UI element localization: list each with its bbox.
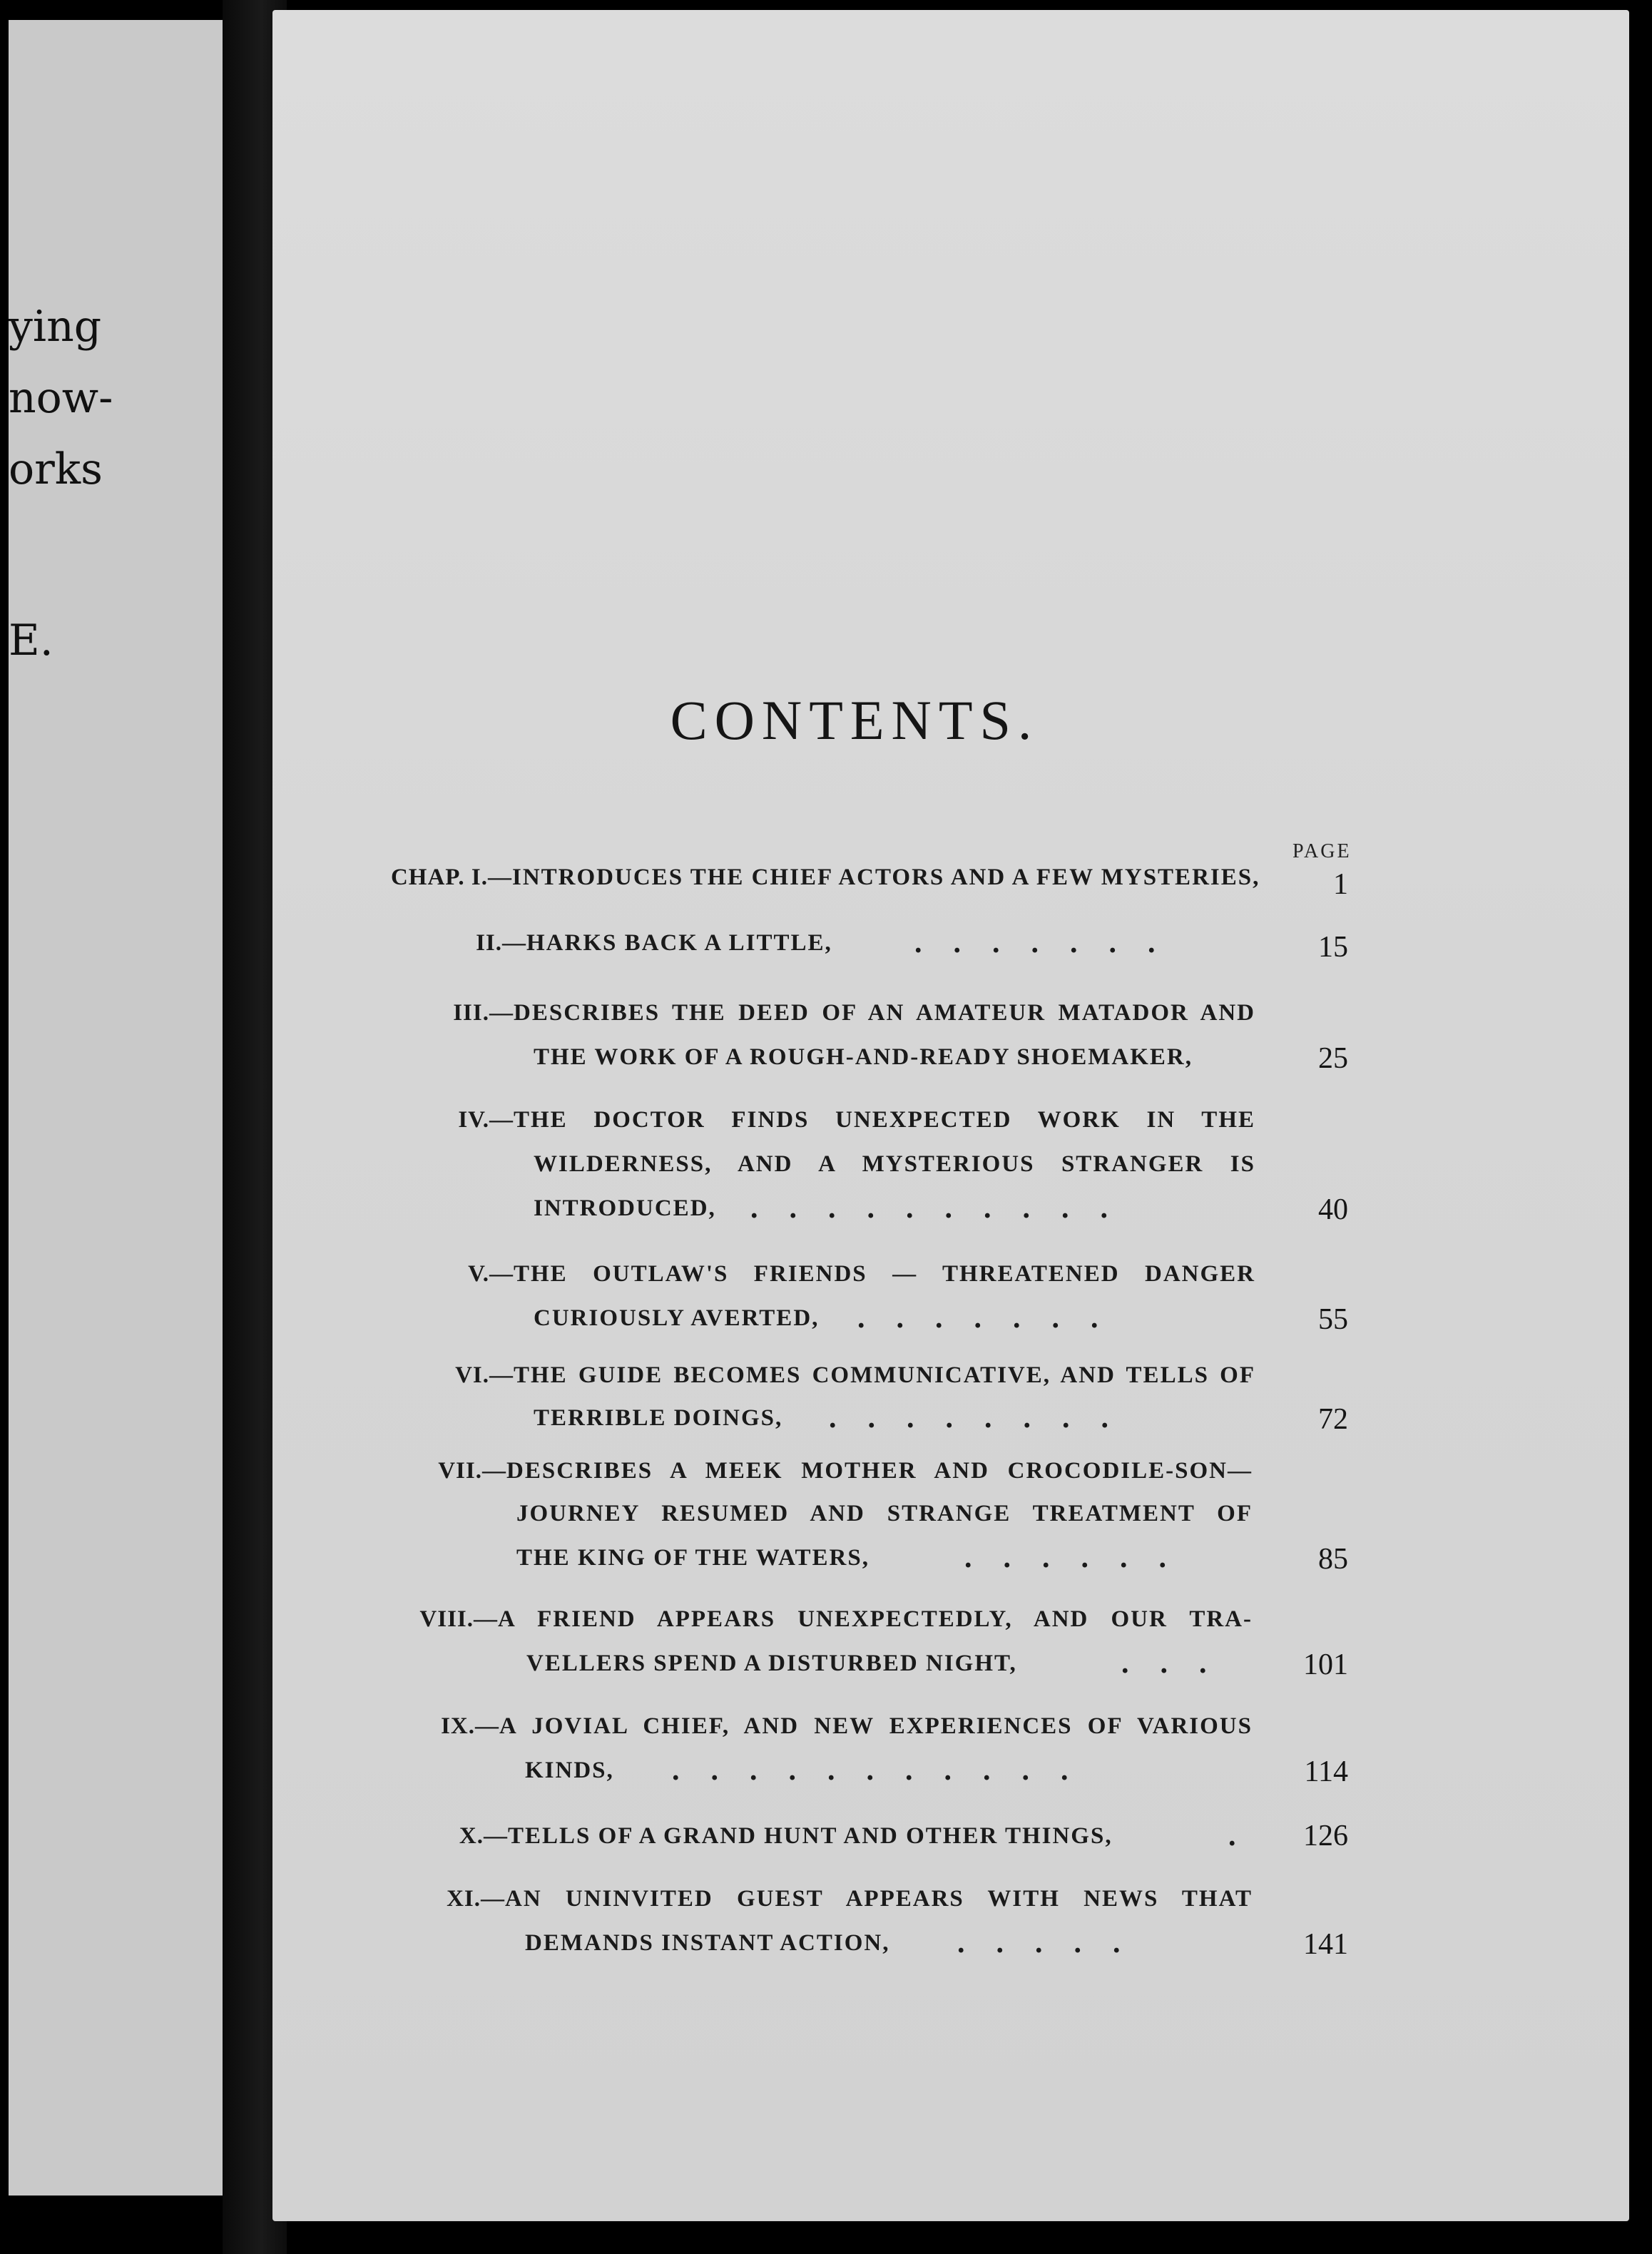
page-number: 25 bbox=[1318, 1042, 1348, 1075]
leader-dots: . . . . . . . bbox=[914, 927, 1157, 959]
chapter-title-line: THE KING OF THE WATERS, bbox=[516, 1545, 870, 1571]
page-number: 55 bbox=[1318, 1303, 1348, 1336]
chapter-number: X.— bbox=[459, 1823, 508, 1849]
page-number: 114 bbox=[1304, 1755, 1348, 1788]
page-column-label: PAGE bbox=[1292, 840, 1352, 862]
page-number: 1 bbox=[1333, 868, 1348, 901]
chapter-title-line: TELLS OF A GRAND HUNT AND OTHER THINGS, bbox=[508, 1823, 1113, 1849]
leader-dots: . . . . . bbox=[957, 1927, 1122, 1959]
chapter-number: VI.— bbox=[455, 1362, 514, 1388]
chapter-title-line: VELLERS SPEND A DISTURBED NIGHT, bbox=[526, 1651, 1017, 1676]
leader-dots: . . . . . . . . . . . bbox=[672, 1754, 1070, 1787]
page-number: 141 bbox=[1303, 1928, 1348, 1961]
page-number: 15 bbox=[1318, 931, 1348, 964]
chapter-number: VII.— bbox=[438, 1458, 506, 1484]
chapter-title-line: A JOVIAL CHIEF, AND NEW EXPERIENCES OF VARIOUS bbox=[499, 1713, 1253, 1739]
facing-page-line: now- bbox=[9, 373, 113, 423]
chapter-number: III.— bbox=[453, 1000, 514, 1026]
chapter-title-line: THE GUIDE BECOMES COMMUNICATIVE, AND TELLS OF bbox=[514, 1362, 1255, 1388]
leader-dots: . . . . . . bbox=[964, 1541, 1168, 1574]
contents-heading: CONTENTS. bbox=[670, 689, 1039, 751]
page-number: 40 bbox=[1318, 1193, 1348, 1226]
facing-page-line: orks bbox=[9, 444, 103, 494]
page-number: 85 bbox=[1318, 1543, 1348, 1576]
facing-page-fragment bbox=[9, 20, 223, 2196]
chapter-number: IV.— bbox=[458, 1107, 514, 1133]
chapter-title-line: DESCRIBES A MEEK MOTHER AND CROCODILE-SON— bbox=[506, 1458, 1253, 1484]
chapter-number: VIII.— bbox=[419, 1606, 498, 1632]
leader-dots: . bbox=[1228, 1820, 1238, 1852]
chapter-title-line: DEMANDS INSTANT ACTION, bbox=[525, 1930, 890, 1956]
page-number: 101 bbox=[1303, 1648, 1348, 1681]
chapter-title-line: TERRIBLE DOINGS, bbox=[534, 1405, 783, 1431]
chapter-title-line: THE OUTLAW'S FRIENDS — THREATENED DANGER bbox=[514, 1261, 1255, 1287]
chapter-title-line: THE DOCTOR FINDS UNEXPECTED WORK IN THE bbox=[514, 1107, 1255, 1133]
chapter-title-line: CURIOUSLY AVERTED, bbox=[534, 1305, 820, 1331]
chapter-number: V.— bbox=[468, 1261, 514, 1287]
page-number: 126 bbox=[1303, 1820, 1348, 1852]
chapter-number: IX.— bbox=[441, 1713, 499, 1739]
chapter-number: XI.— bbox=[447, 1886, 505, 1912]
chapter-number: II.— bbox=[476, 930, 526, 956]
facing-page-line: ying bbox=[9, 302, 102, 352]
chapter-number: CHAP. I.— bbox=[390, 865, 512, 890]
page-number: 72 bbox=[1318, 1403, 1348, 1436]
chapter-title-line: WILDERNESS, AND A MYSTERIOUS STRANGER IS bbox=[534, 1151, 1255, 1177]
leader-dots: . . . bbox=[1121, 1647, 1208, 1680]
facing-page-line: E. bbox=[9, 616, 53, 666]
chapter-title-line: DESCRIBES THE DEED OF AN AMATEUR MATADOR AND bbox=[514, 1000, 1255, 1026]
leader-dots: . . . . . . . . bbox=[829, 1402, 1110, 1434]
chapter-title-line: INTRODUCED, bbox=[534, 1195, 716, 1221]
leader-dots: . . . . . . . . . . bbox=[750, 1192, 1109, 1225]
chapter-title-line: AN UNINVITED GUEST APPEARS WITH NEWS THAT bbox=[505, 1886, 1253, 1912]
chapter-title-line: THE WORK OF A ROUGH-AND-READY SHOEMAKER, bbox=[534, 1044, 1193, 1070]
chapter-title-line: A FRIEND APPEARS UNEXPECTEDLY, AND OUR TRA- bbox=[498, 1606, 1253, 1632]
chapter-title-line: KINDS, bbox=[525, 1758, 614, 1783]
chapter-title-line: INTRODUCES THE CHIEF ACTORS AND A FEW MYSTERIES, bbox=[512, 865, 1260, 890]
chapter-title-line: HARKS BACK A LITTLE, bbox=[526, 930, 832, 956]
leader-dots: . . . . . . . bbox=[857, 1302, 1100, 1335]
chapter-title-line: JOURNEY RESUMED AND STRANGE TREATMENT OF bbox=[516, 1501, 1253, 1526]
